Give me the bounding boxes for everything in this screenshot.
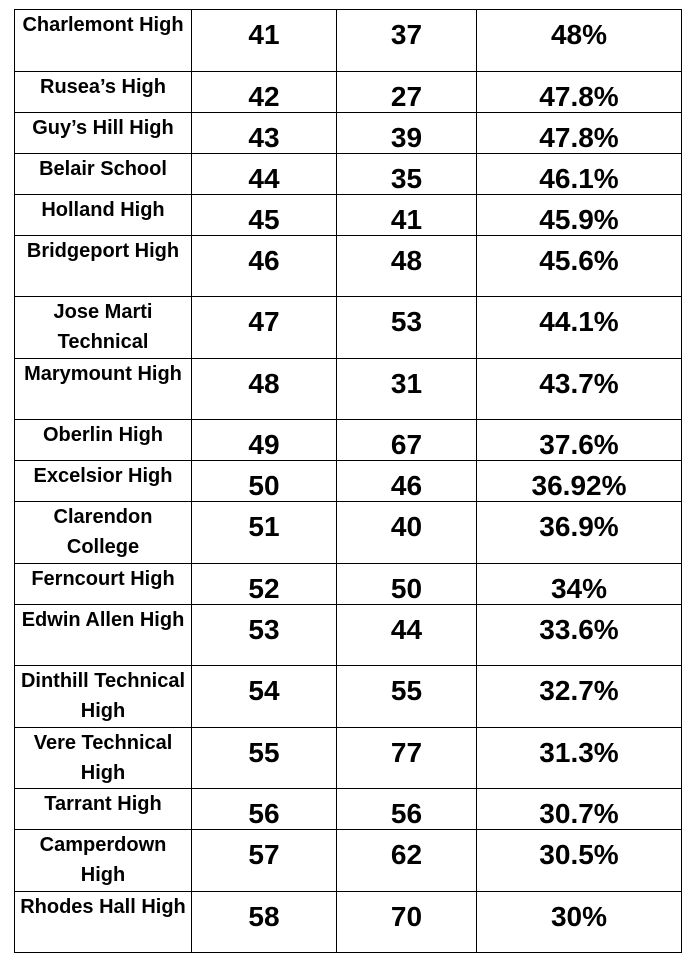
previous-rank-value: 40 [390, 511, 423, 542]
previous-rank-value: 39 [390, 121, 423, 153]
rank-cell [192, 563, 337, 604]
rank-value: 50 [248, 470, 280, 501]
percentage-value: 45.6% [539, 244, 619, 276]
previous-rank-cell [337, 666, 477, 728]
school-cell [15, 194, 192, 235]
rank-value: 48 [248, 367, 280, 399]
percentage-cell [477, 420, 682, 461]
table-row [15, 235, 682, 297]
school-name: Vere Technical High [33, 731, 173, 784]
rank-cell [192, 666, 337, 728]
previous-rank-value: 27 [390, 80, 423, 112]
rank-value: 56 [248, 798, 280, 829]
percentage-cell [477, 297, 682, 359]
percentage-cell [477, 461, 682, 502]
school-name: Jose Marti Technical [53, 301, 153, 353]
rank-value: 43 [248, 121, 280, 153]
rank-cell [192, 891, 337, 953]
table-row [15, 830, 682, 892]
previous-rank-cell [337, 891, 477, 953]
school-name: Holland High [41, 198, 165, 221]
table-body [15, 10, 682, 953]
table-row [15, 563, 682, 604]
school-cell [15, 10, 192, 72]
previous-rank-cell [337, 563, 477, 604]
percentage-value: 33.6% [539, 613, 619, 645]
rank-cell [192, 502, 337, 564]
school-cell [15, 563, 192, 604]
table-row [15, 461, 682, 502]
school-cell [15, 420, 192, 461]
percentage-value: 46.1% [539, 162, 619, 194]
previous-rank-value: 77 [390, 736, 423, 768]
rank-value: 52 [248, 572, 280, 604]
school-ranking-table [14, 9, 682, 953]
school-name: Ferncourt High [31, 567, 175, 590]
rank-value: 51 [248, 511, 280, 542]
percentage-cell [477, 112, 682, 153]
school-name: Edwin Allen High [21, 608, 185, 631]
previous-rank-cell [337, 789, 477, 830]
percentage-cell [477, 563, 682, 604]
percentage-value: 47.8% [539, 121, 619, 153]
rank-value: 42 [248, 80, 280, 112]
school-cell [15, 358, 192, 420]
rank-value: 54 [248, 675, 280, 706]
school-cell [15, 789, 192, 830]
table-row [15, 358, 682, 420]
school-cell [15, 461, 192, 502]
table-row [15, 420, 682, 461]
previous-rank-cell [337, 420, 477, 461]
school-cell [15, 71, 192, 112]
rank-cell [192, 420, 337, 461]
school-cell [15, 727, 192, 789]
school-cell [15, 666, 192, 728]
school-cell [15, 891, 192, 953]
rank-cell [192, 194, 337, 235]
school-name: Rhodes Hall High [20, 895, 186, 918]
table-row [15, 71, 682, 112]
percentage-cell [477, 666, 682, 728]
rank-cell [192, 604, 337, 666]
school-name: Charlemont High [22, 14, 184, 36]
table-row [15, 666, 682, 728]
previous-rank-value: 50 [390, 572, 423, 604]
school-cell [15, 112, 192, 153]
percentage-cell [477, 502, 682, 564]
previous-rank-value: 44 [390, 613, 423, 645]
rank-cell [192, 358, 337, 420]
previous-rank-cell [337, 235, 477, 297]
school-cell [15, 830, 192, 892]
percentage-cell [477, 830, 682, 892]
previous-rank-value: 67 [390, 429, 423, 460]
table-row [15, 604, 682, 666]
school-name: Camperdown High [39, 834, 167, 886]
percentage-cell [477, 194, 682, 235]
rank-value: 57 [248, 839, 280, 870]
previous-rank-cell [337, 112, 477, 153]
rank-value: 55 [248, 736, 280, 768]
percentage-value: 37.6% [539, 429, 619, 460]
school-name: Oberlin High [43, 424, 163, 446]
percentage-cell [477, 727, 682, 789]
previous-rank-value: 70 [390, 900, 423, 932]
rank-cell [192, 71, 337, 112]
table-row [15, 194, 682, 235]
previous-rank-cell [337, 502, 477, 564]
previous-rank-cell [337, 153, 477, 194]
previous-rank-value: 41 [390, 203, 423, 235]
previous-rank-value: 53 [390, 306, 423, 337]
school-cell [15, 153, 192, 194]
previous-rank-value: 37 [390, 19, 423, 50]
percentage-value: 45.9% [539, 203, 619, 235]
rank-cell [192, 297, 337, 359]
previous-rank-value: 62 [390, 839, 423, 870]
school-name: Guy’s Hill High [32, 116, 174, 139]
rank-value: 41 [248, 19, 280, 50]
percentage-value: 36.92% [531, 470, 627, 501]
table-row [15, 727, 682, 789]
percentage-value: 36.9% [539, 511, 619, 542]
rank-cell [192, 789, 337, 830]
percentage-cell [477, 604, 682, 666]
school-name: Belair School [39, 157, 167, 180]
table-row [15, 789, 682, 830]
rank-value: 44 [248, 162, 280, 194]
percentage-value: 32.7% [539, 675, 619, 706]
previous-rank-cell [337, 297, 477, 359]
table-row [15, 153, 682, 194]
percentage-value: 30% [550, 900, 608, 932]
rank-cell [192, 461, 337, 502]
percentage-cell [477, 358, 682, 420]
previous-rank-cell [337, 194, 477, 235]
percentage-value: 30.7% [539, 798, 619, 829]
previous-rank-cell [337, 604, 477, 666]
school-name: Bridgeport High [26, 239, 180, 262]
school-cell [15, 604, 192, 666]
school-cell [15, 297, 192, 359]
school-cell [15, 502, 192, 564]
percentage-cell [477, 10, 682, 72]
rank-cell [192, 830, 337, 892]
rank-cell [192, 235, 337, 297]
percentage-value: 43.7% [539, 367, 619, 399]
school-name: Excelsior High [33, 465, 173, 487]
rank-cell [192, 153, 337, 194]
percentage-cell [477, 789, 682, 830]
previous-rank-cell [337, 71, 477, 112]
previous-rank-value: 35 [390, 162, 423, 194]
school-name: Clarendon College [53, 506, 153, 558]
rank-value: 53 [248, 613, 280, 645]
table-row [15, 891, 682, 953]
percentage-cell [477, 153, 682, 194]
percentage-value: 44.1% [539, 306, 619, 337]
table-row [15, 10, 682, 72]
rank-value: 47 [248, 306, 280, 337]
school-name: Tarrant High [44, 793, 162, 815]
previous-rank-value: 48 [390, 244, 423, 276]
rank-cell [192, 727, 337, 789]
percentage-cell [477, 71, 682, 112]
table-row [15, 112, 682, 153]
previous-rank-cell [337, 830, 477, 892]
table-row [15, 502, 682, 564]
school-cell [15, 235, 192, 297]
rank-cell [192, 112, 337, 153]
school-name: Rusea’s High [40, 75, 166, 98]
previous-rank-cell [337, 727, 477, 789]
percentage-value: 47.8% [539, 80, 619, 112]
school-name: Dinthill Technical High [20, 670, 186, 722]
school-name: Marymount High [24, 362, 182, 385]
rank-value: 46 [248, 244, 280, 276]
previous-rank-value: 56 [390, 798, 423, 829]
previous-rank-cell [337, 358, 477, 420]
previous-rank-value: 31 [390, 367, 423, 399]
percentage-value: 48% [550, 19, 608, 50]
previous-rank-cell [337, 461, 477, 502]
rank-value: 45 [248, 203, 280, 235]
rank-value: 49 [248, 429, 280, 460]
percentage-cell [477, 891, 682, 953]
rank-cell [192, 10, 337, 72]
percentage-cell [477, 235, 682, 297]
percentage-value: 34% [550, 572, 608, 604]
previous-rank-cell [337, 10, 477, 72]
rank-value: 58 [248, 900, 280, 932]
percentage-value: 31.3% [539, 736, 619, 768]
percentage-value: 30.5% [539, 839, 619, 870]
table-row [15, 297, 682, 359]
previous-rank-value: 55 [390, 675, 423, 706]
previous-rank-value: 46 [390, 470, 423, 501]
